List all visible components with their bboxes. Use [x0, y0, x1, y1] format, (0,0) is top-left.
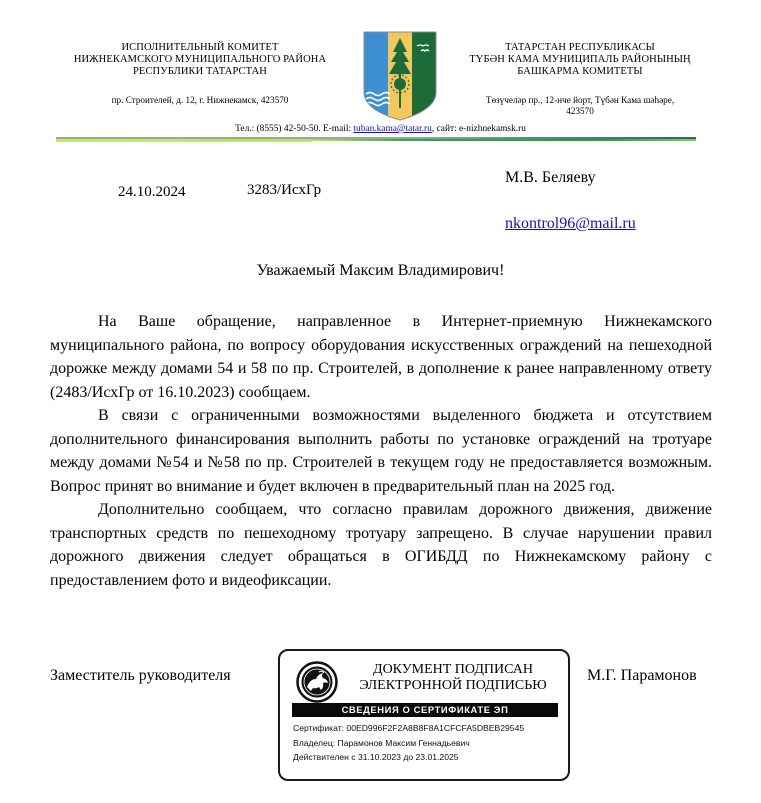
contacts-line: [0, 123, 761, 135]
org-line: ТАТАРСТАН РЕСПУБЛИКАСЫ: [505, 42, 655, 53]
site-text: , сайт: e-nizhnekamsk.ru: [431, 124, 526, 134]
body-paragraph: На Ваше обращение, направленное в Интернет-приемную Нижнекамского муниципального района, по вопросу оборудования искусственных ограждений на пешеходной дорожке между домами 54 и 58 по пр. Строителей, в дополнение к ранее направленному ответу (2483/ИсхГр от 16.10.2023) сообщаем.: [50, 313, 712, 401]
signer-title: Заместитель руководителя: [50, 667, 231, 684]
recipient-email-link[interactable]: nkontrol96@mail.ru: [505, 215, 636, 232]
org-name-ru: [50, 42, 350, 78]
address-line: Төзүчеләр пр., 12-нче йорт, Түбән Кама шәһәре,: [485, 95, 675, 105]
stamp-title-line: ДОКУМЕНТ ПОДПИСАН: [373, 662, 533, 677]
letterhead-right: [440, 42, 720, 117]
stamp-owner: Владелец: Парамонов Максим Геннадьевич: [293, 738, 470, 748]
stamp-cert-header: СВЕДЕНИЯ О СЕРТИФИКАТЕ ЭП: [292, 703, 558, 717]
org-email-link[interactable]: tuban.kama@tatar.ru: [353, 124, 432, 134]
letter-body: [50, 310, 712, 592]
letter-date: 24.10.2024: [118, 184, 186, 200]
org-line: РЕСПУБЛИКИ ТАТАРСТАН: [132, 66, 267, 77]
org-line: ТҮБӘН КАМА МУНИЦИПАЛЬ РАЙОНЫНЫҢ: [469, 54, 691, 65]
letterhead-left: [50, 42, 350, 106]
stamp-title: [342, 662, 564, 694]
org-line: БАШКАРМА КОМИТЕТЫ: [517, 66, 643, 77]
signer-name: М.Г. Парамонов: [587, 667, 697, 684]
outgoing-number: 3283/ИсхГр: [247, 182, 322, 198]
stamp-validity: Действителен с 31.10.2023 до 23.01.2025: [293, 752, 459, 762]
org-address-ru: пр. Строителей, д. 12, г. Нижнекамск, 423570: [111, 95, 289, 105]
phone-text: Тел.: (8555) 42-50-50. E-mail:: [235, 124, 354, 134]
tatarstan-emblem-icon: [296, 661, 338, 703]
greeting: Уважаемый Максим Владимирович!: [256, 262, 505, 279]
electronic-signature-stamp: [278, 649, 570, 781]
nizhnekamsk-coat-of-arms-icon: [362, 30, 438, 122]
org-name-tt: [440, 42, 720, 78]
divider-line-light: [56, 141, 312, 142]
org-line: НИЖНЕКАМСКОГО МУНИЦИПАЛЬНОГО РАЙОНА: [73, 54, 327, 65]
stamp-certificate: Сертификат: 00ED996F2F2A8B8F8A1CFCFA5DBEB29545: [293, 723, 525, 733]
org-line: ИСПОЛНИТЕЛЬНЫЙ КОМИТЕТ: [121, 42, 279, 53]
address-line: 423570: [566, 106, 594, 116]
recipient-name: М.В. Беляеву: [505, 169, 596, 186]
org-address-tt: [440, 95, 720, 117]
stamp-title-line: ЭЛЕКТРОННОЙ ПОДПИСЬЮ: [359, 678, 547, 693]
body-paragraph: Дополнительно сообщаем, что согласно правилам дорожного движения, движение транспортных средств по пешеходному тротуару запрещено. В случае нарушении правил дорожного движения следует обращаться в ОГИБДД по Нижнекамскому району с предоставлением фото и видеофиксации.: [50, 501, 712, 589]
header-divider: [56, 137, 696, 143]
body-paragraph: В связи с ограниченными возможностями выделенного бюджета и отсутствием дополнительного финансирования выполнить работы по установке ограждений на тротуаре между домами №54 и №58 по пр. Строителей в текущем году не предоставляется возможным. Вопрос принят во внимание и будет включен в предварительный план на 2025 год.: [50, 407, 712, 495]
